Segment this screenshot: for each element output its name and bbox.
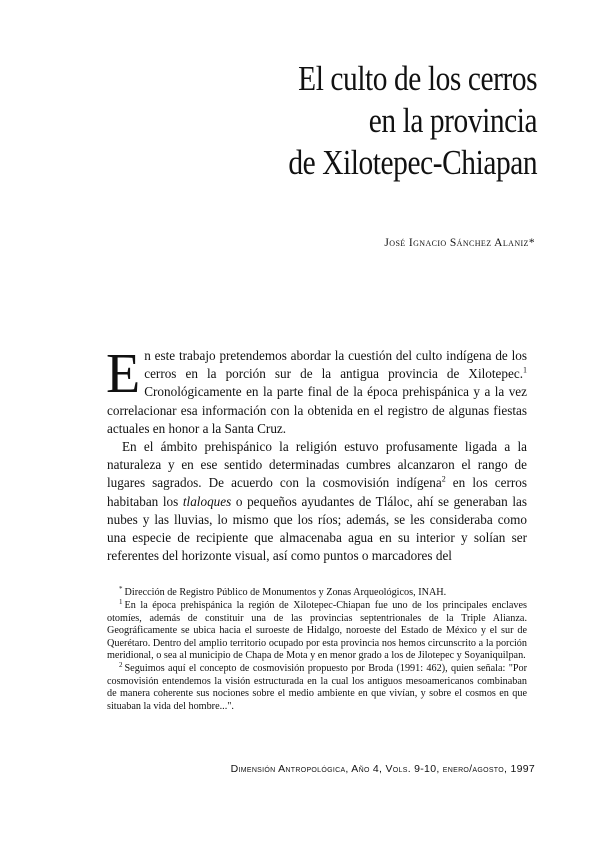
- body-text: [106, 343, 528, 565]
- footnote-text: En la época prehispánica la región de Xilotepec-Chiapan fue uno de los principales enclaves otomíes, además de constituir una de las provincias septentrionales de la Triple Alianza. Geográficamente se ubica hacia el suroeste de Hidalgo, noroeste del Estado de México y el sur de Querétaro. Dentro del amplio territorio ocupado por esta provincia nos hemos circunscrito a la porción meridional, o sea al municipio de Chapa de Mota y en menor grado a los de Jilotepec y Soyaniquilpan.: [107, 600, 527, 662]
- paragraph-1: [106, 343, 527, 438]
- footnote-mark: 1: [119, 598, 123, 607]
- article-title: [288, 58, 537, 184]
- paragraph-1-text-cont: Cronológicamente en la parte final de la época prehispánica y a la vez correlacionar esa información con la obtenida en el registro de algunas fiestas actuales en honor a la Santa Cruz.: [107, 384, 527, 436]
- footnote-ref-1: 1: [523, 365, 527, 375]
- drop-cap: E: [106, 343, 141, 405]
- running-footer: Dimensión Antropológica, Año 4, Vols. 9-10, enero/agosto, 1997: [230, 763, 535, 775]
- footnote-text: Seguimos aquí el concepto de cosmovisión propuesto por Broda (1991: 462), quien señala: "Por cosmovisión entendemos la visión estructurada en la cual los antiguos mesoamericanos combinaban de manera coherente sus nociones sobre el medio ambiente en que vivían, y sobre el cosmos en que situaban la vida del hombre...".: [107, 663, 527, 712]
- footnote-mark: 2: [119, 661, 123, 670]
- footnotes: [107, 584, 527, 713]
- footnote-mark: *: [119, 584, 123, 593]
- footnote-text: Dirección de Registro Público de Monumentos y Zonas Arqueológicos, INAH.: [124, 587, 447, 598]
- footnote-ref-2: 2: [441, 475, 446, 485]
- title-line-1: El culto de los cerros: [298, 59, 537, 98]
- title-line-2: en la provincia: [368, 101, 537, 140]
- title-line-3: de Xilotepec-Chiapan: [288, 143, 537, 182]
- paragraph-2-text-end: o pequeños ayudantes de Tláloc, ahí se generaban las nubes y las lluvias, lo mismo que los ríos; además, se les consideraba como una especie de recipiente que almacenaba agua en su interior y solían ser referentes del horizonte visual, así como puntos o marcadores del: [107, 493, 528, 564]
- paragraph-1-text: n este trabajo pretendemos abordar la cuestión del culto indígena de los cerros en la porción sur de la antigua provincia de Xilotepec.: [144, 348, 527, 382]
- paragraph-2-text-cont: en los cerros habitaban los: [107, 475, 527, 509]
- paragraph-2: [107, 438, 527, 565]
- paragraph-2-text: En el ámbito prehispánico la religión estuvo profusamente ligada a la naturaleza y en ese sentido determinadas cumbres alcanzaron el rango de lugares sagrados. De acuerdo con la cosmovisión indígena: [107, 439, 527, 491]
- author-name: José Ignacio Sánchez Alaniz*: [384, 237, 535, 249]
- footnote-affiliation: [107, 584, 527, 599]
- footnote-2: [107, 663, 527, 713]
- footnote-1: [107, 600, 527, 662]
- italic-term: tlaloques: [182, 493, 232, 509]
